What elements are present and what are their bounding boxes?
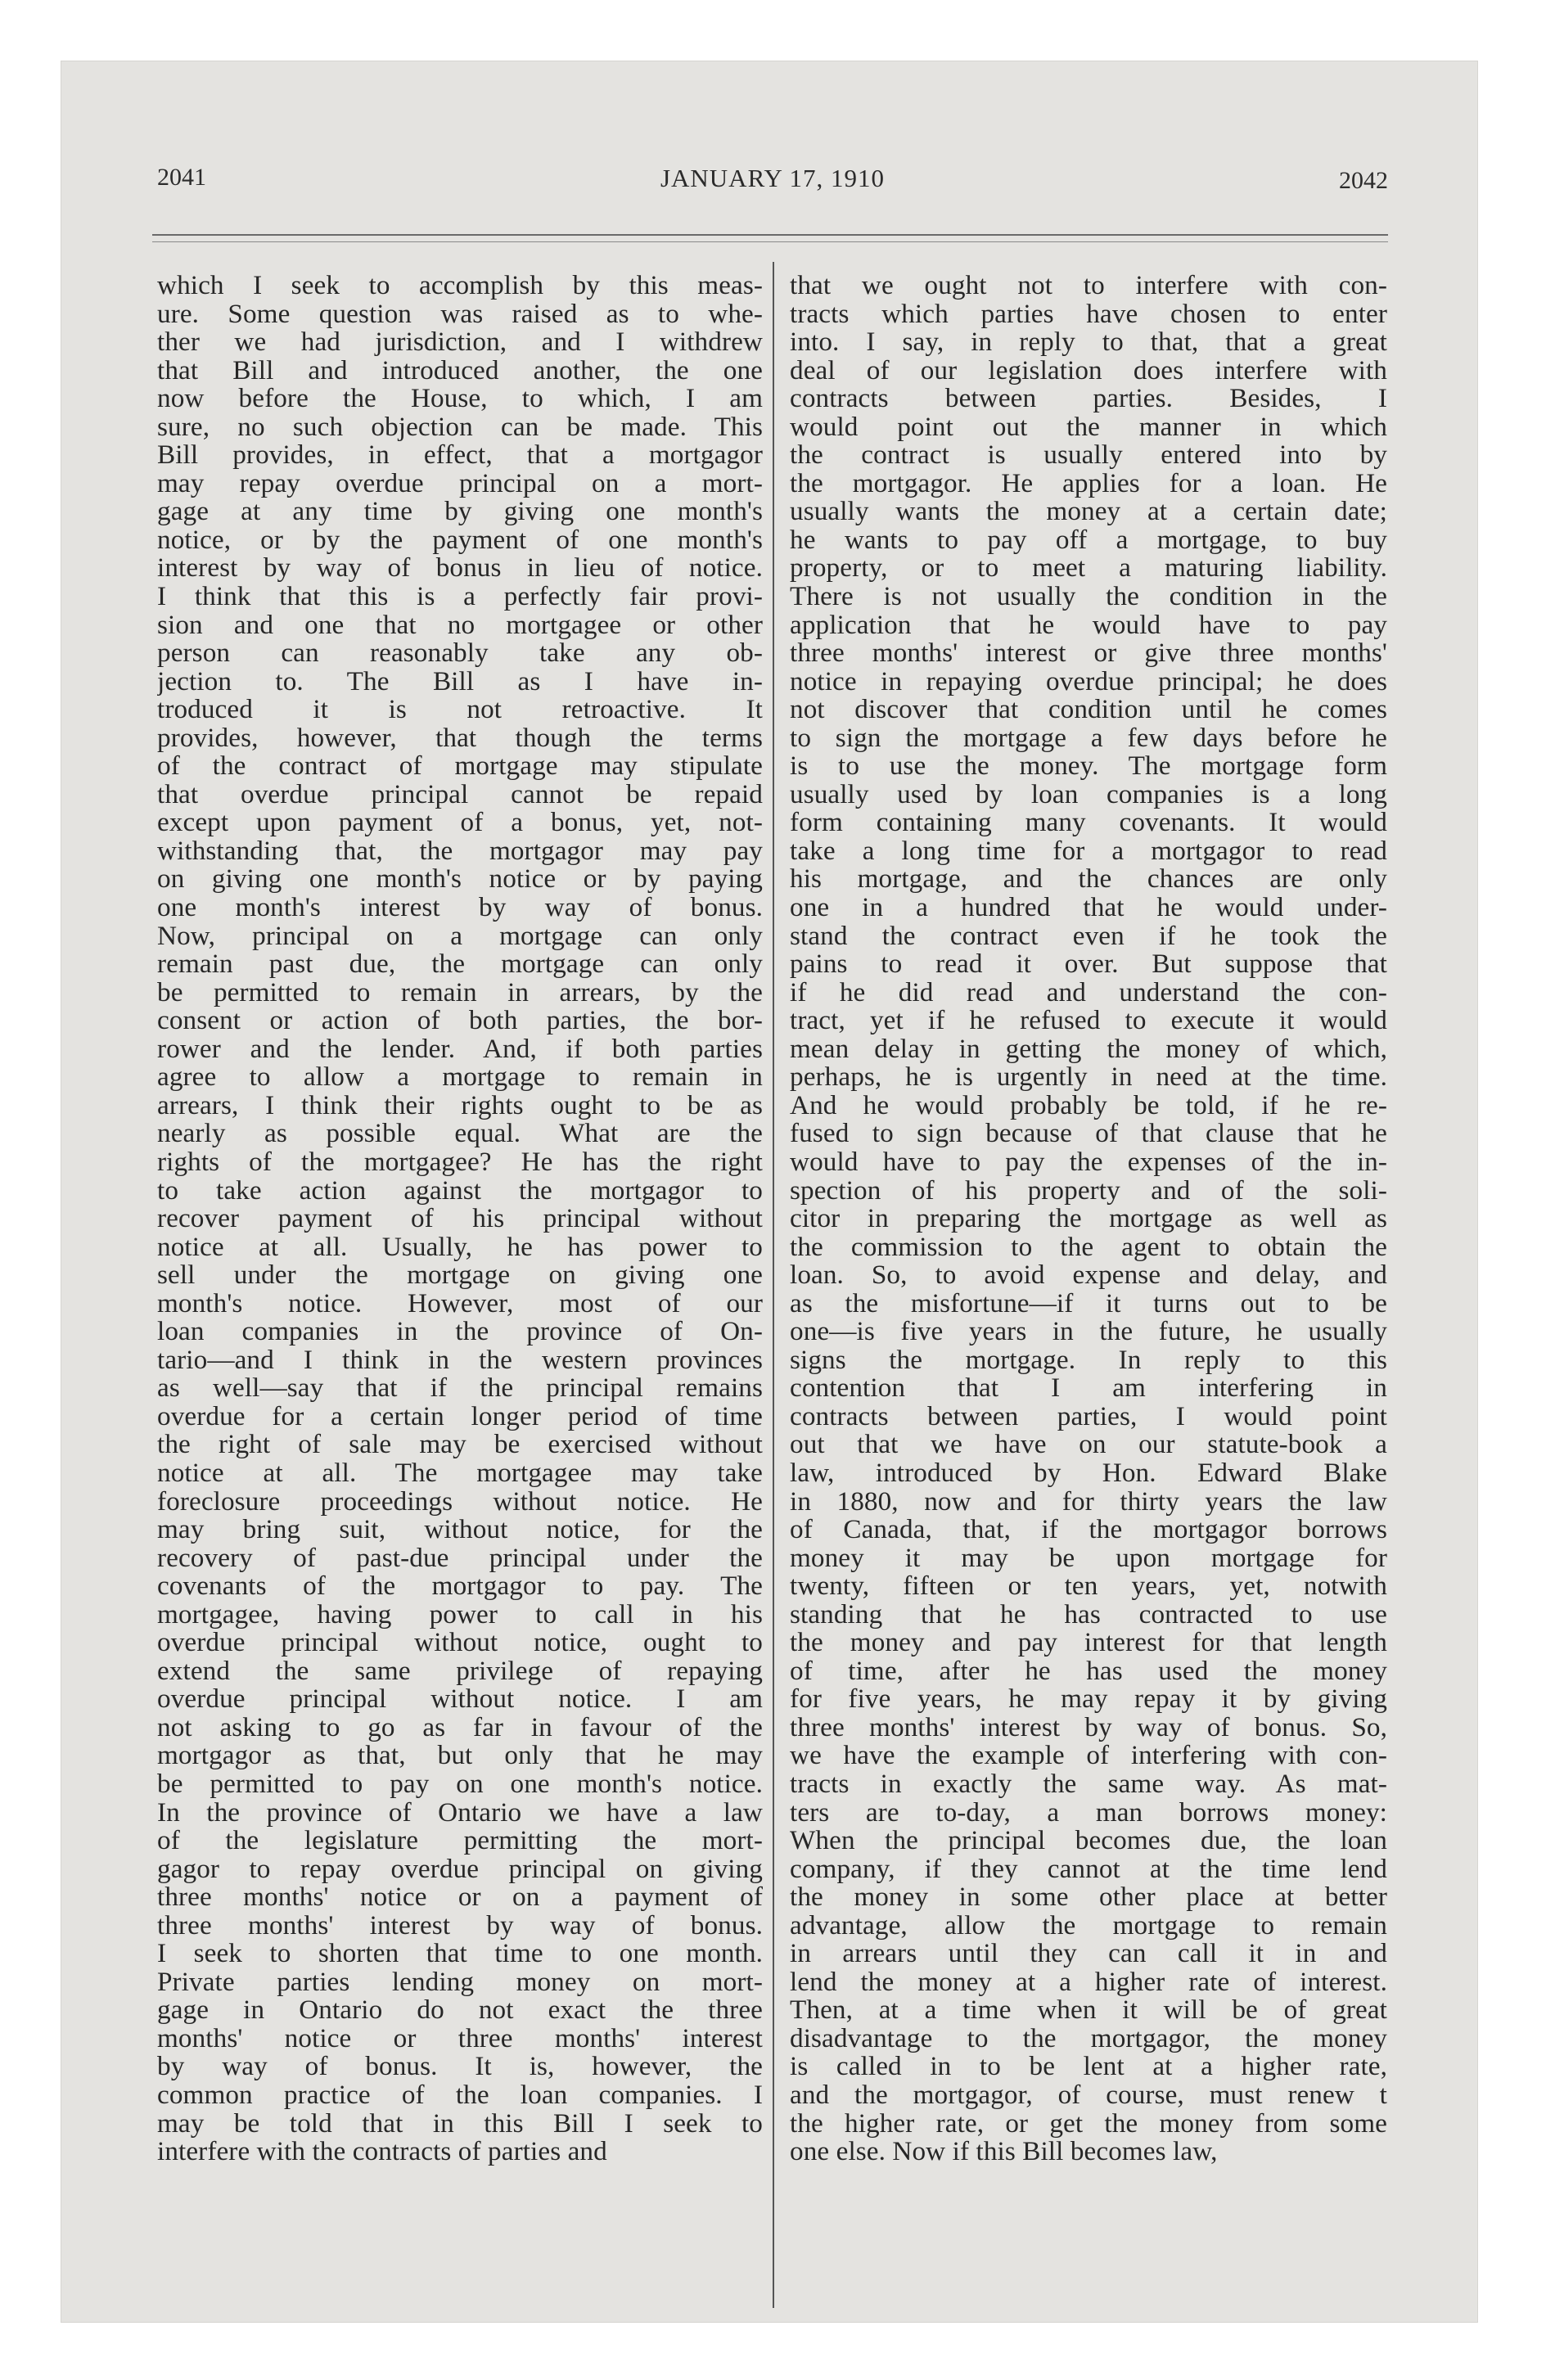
text-line: for five years, he may repay it by giving [790,1685,1387,1714]
text-line: I seek to shorten that time to one month. [157,1940,763,1968]
text-line: citor in preparing the mortgage as well as [790,1205,1387,1233]
text-line: mortgagor as that, but only that he may [157,1742,763,1770]
text-line: notice, or by the payment of one month's [157,525,763,555]
text-line: overdue for a certain longer period of time [157,1402,763,1431]
text-line: the contract is usually entered into by [790,441,1387,470]
text-line: extend the same privilege of repaying [157,1657,763,1686]
text-line: three months' interest by way of bonus. [157,1911,763,1941]
text-line: tract, yet if he refused to execute it would [790,1007,1387,1035]
text-line: contracts between parties, I would point [790,1402,1387,1431]
right-page-number: 2042 [1339,167,1388,194]
text-line: fused to sign because of that clause that he [790,1120,1387,1148]
text-line: Bill provides, in effect, that a mortgagor [157,441,763,470]
text-line: notice at all. The mortgagee may take [157,1458,763,1488]
text-line: into. I say, in reply to that, that a great [790,328,1387,357]
text-line: may bring suit, without notice, for the [157,1516,763,1544]
text-line: three months' interest or give three months' [790,639,1387,668]
text-line: is to use the money. The mortgage form [790,752,1387,781]
text-line: sell under the mortgage on giving one [157,1261,763,1290]
text-line: that Bill and introduced another, the one [157,356,763,385]
text-line: usually used by loan companies is a long [790,780,1387,809]
text-line: Private parties lending money on mort- [157,1968,763,1997]
text-line: tario—and I think in the western provinces [157,1346,763,1375]
text-line: jection to. The Bill as I have in- [157,667,763,696]
text-line: contracts between parties. Besides, I [790,385,1387,413]
column-divider [773,262,774,2308]
text-line: mortgagee, having power to call in his [157,1600,763,1629]
text-line: rower and the lender. And, if both parties [157,1034,763,1064]
text-line: and the mortgagor, of course, must renew t [790,2081,1387,2110]
text-line: disadvantage to the mortgagor, the money [790,2024,1387,2053]
text-line: consent or action of both parties, the bor- [157,1007,763,1035]
header-rule-thin [152,241,1388,242]
text-line: notice at all. Usually, he has power to [157,1233,763,1262]
text-line: may repay overdue principal on a mort- [157,469,763,498]
text-line: overdue principal without notice. I am [157,1685,763,1714]
text-line: of the contract of mortgage may stipulate [157,752,763,781]
text-line: the commission to the agent to obtain the [790,1233,1387,1262]
text-line: stand the contract even if he took the [790,922,1387,951]
text-line: arrears, I think their rights ought to be as [157,1091,763,1120]
text-line: be permitted to pay on one month's notice. [157,1769,763,1799]
text-line: of Canada, that, if the mortgagor borrows [790,1516,1387,1544]
text-line: of the legislature permitting the mort- [157,1827,763,1855]
text-line: month's notice. However, most of our [157,1289,763,1318]
text-line: contention that I am interfering in [790,1374,1387,1403]
text-line: perhaps, he is urgently in need at the time. [790,1063,1387,1092]
text-line: would have to pay the expenses of the in- [790,1147,1387,1177]
text-line: three months' interest by way of bonus. So, [790,1713,1387,1742]
text-line: not discover that condition until he comes [790,696,1387,724]
text-line: ters are to-day, a man borrows money: [790,1798,1387,1828]
text-line: gagor to repay overdue principal on giving [157,1855,763,1884]
text-line: in 1880, now and for thirty years the law [790,1487,1387,1517]
text-line: is called in to be lent at a higher rate, [790,2053,1387,2081]
text-line: interest by way of bonus in lieu of notice. [157,554,763,584]
text-line: rights of the mortgagee? He has the right [157,1147,763,1177]
text-line: that overdue principal cannot be repaid [157,780,763,809]
text-line: Now, principal on a mortgage can only [157,922,763,951]
text-line: person can reasonably take any ob- [157,639,763,668]
header-rule [152,234,1388,236]
text-line: In the province of Ontario we have a law [157,1798,763,1828]
left-page-number: 2041 [157,164,206,191]
text-line: loan companies in the province of On- [157,1318,763,1346]
text-line: as the misfortune—if it turns out to be [790,1289,1387,1318]
text-line: When the principal becomes due, the loan [790,1827,1387,1855]
text-line: to sign the mortgage a few days before he [790,723,1387,753]
text-line: I think that this is a perfectly fair provi- [157,583,763,611]
text-line: There is not usually the condition in the [790,583,1387,611]
text-line: except upon payment of a bonus, yet, not- [157,809,763,837]
text-line: which I seek to accomplish by this meas- [157,272,763,300]
text-line: three months' notice or on a payment of [157,1883,763,1912]
text-line: twenty, fifteen or ten years, yet, notwith [790,1572,1387,1601]
text-line: foreclosure proceedings without notice. He [157,1487,763,1517]
text-line: the right of sale may be exercised without [157,1431,763,1459]
text-line: mean delay in getting the money of which, [790,1034,1387,1064]
text-line: not asking to go as far in favour of the [157,1713,763,1742]
text-line: notice in repaying overdue principal; he does [790,667,1387,696]
text-line: troduced it is not retroactive. It [157,696,763,724]
text-line: provides, however, that though the terms [157,723,763,753]
text-line: to take action against the mortgagor to [157,1176,763,1206]
text-line: overdue principal without notice, ought to [157,1629,763,1657]
text-line: advantage, allow the mortgage to remain [790,1911,1387,1941]
text-line: gage in Ontario do not exact the three [157,1996,763,2025]
text-line: on giving one month's notice or by paying [157,865,763,895]
text-line: tracts which parties have chosen to enter [790,300,1387,329]
text-line: recovery of past-due principal under the [157,1544,763,1573]
text-line: if he did read and understand the con- [790,978,1387,1007]
text-line: the higher rate, or get the money from some [790,2109,1387,2139]
text-line: recover payment of his principal without [157,1205,763,1233]
text-line: out that we have on our statute-book a [790,1431,1387,1459]
text-line: tracts in exactly the same way. As mat- [790,1769,1387,1799]
text-line: the mortgagor. He applies for a loan. He [790,469,1387,498]
text-line: be permitted to remain in arrears, by the [157,978,763,1007]
text-line: one in a hundred that he would under- [790,894,1387,922]
text-line: now before the House, to which, I am [157,385,763,413]
text-line: signs the mortgage. In reply to this [790,1346,1387,1375]
text-line: spection of his property and of the soli- [790,1176,1387,1206]
text-line: property, or to meet a maturing liability. [790,554,1387,584]
text-line: one—is five years in the future, he usually [790,1318,1387,1346]
text-line: remain past due, the mortgage can only [157,950,763,979]
text-line: sure, no such objection can be made. This [157,412,763,442]
text-line: one else. Now if this Bill becomes law, [790,2138,1218,2166]
text-line: the money and pay interest for that length [790,1629,1387,1657]
text-line: Then, at a time when it will be of great [790,1996,1387,2025]
text-line: interfere with the contracts of parties and [157,2138,607,2166]
text-line: would point out the manner in which [790,412,1387,442]
text-line: ure. Some question was raised as to whe- [157,300,763,329]
text-line: common practice of the loan companies. I [157,2081,763,2110]
text-line: he wants to pay off a mortgage, to buy [790,525,1387,555]
text-line: his mortgage, and the chances are only [790,865,1387,895]
text-line: of time, after he has used the money [790,1657,1387,1686]
text-line: the money in some other place at better [790,1883,1387,1912]
text-line: by way of bonus. It is, however, the [157,2053,763,2081]
left-text-column [157,272,763,2166]
text-line: one month's interest by way of bonus. [157,894,763,922]
text-line: usually wants the money at a certain date; [790,498,1387,526]
text-line: And he would probably be told, if he re- [790,1091,1387,1120]
text-line: ther we had jurisdiction, and I withdrew [157,328,763,357]
text-line: we have the example of interfering with con- [790,1742,1387,1770]
text-line: in arrears until they can call it in and [790,1940,1387,1968]
text-line: sion and one that no mortgagee or other [157,611,763,640]
text-line: standing that he has contracted to use [790,1600,1387,1629]
page-header [157,164,1388,205]
text-line: nearly as possible equal. What are the [157,1120,763,1148]
text-line: money it may be upon mortgage for [790,1544,1387,1573]
text-line: agree to allow a mortgage to remain in [157,1063,763,1092]
text-line: as well—say that if the principal remains [157,1374,763,1403]
text-line: pains to read it over. But suppose that [790,950,1387,979]
text-line: covenants of the mortgagor to pay. The [157,1572,763,1601]
text-line: company, if they cannot at the time lend [790,1855,1387,1884]
text-line: that we ought not to interfere with con- [790,272,1387,300]
text-line: form containing many covenants. It would [790,809,1387,837]
text-line: loan. So, to avoid expense and delay, and [790,1261,1387,1290]
text-line: deal of our legislation does interfere with [790,356,1387,385]
text-line: application that he would have to pay [790,611,1387,640]
text-line: may be told that in this Bill I seek to [157,2109,763,2139]
text-line: lend the money at a higher rate of interest. [790,1968,1387,1997]
text-line: months' notice or three months' interest [157,2024,763,2053]
header-date: JANUARY 17, 1910 [660,164,886,192]
text-line: gage at any time by giving one month's [157,498,763,526]
right-text-column [790,272,1387,2166]
text-line: take a long time for a mortgagor to read [790,836,1387,866]
text-line: withstanding that, the mortgagor may pay [157,836,763,866]
text-line: law, introduced by Hon. Edward Blake [790,1458,1387,1488]
